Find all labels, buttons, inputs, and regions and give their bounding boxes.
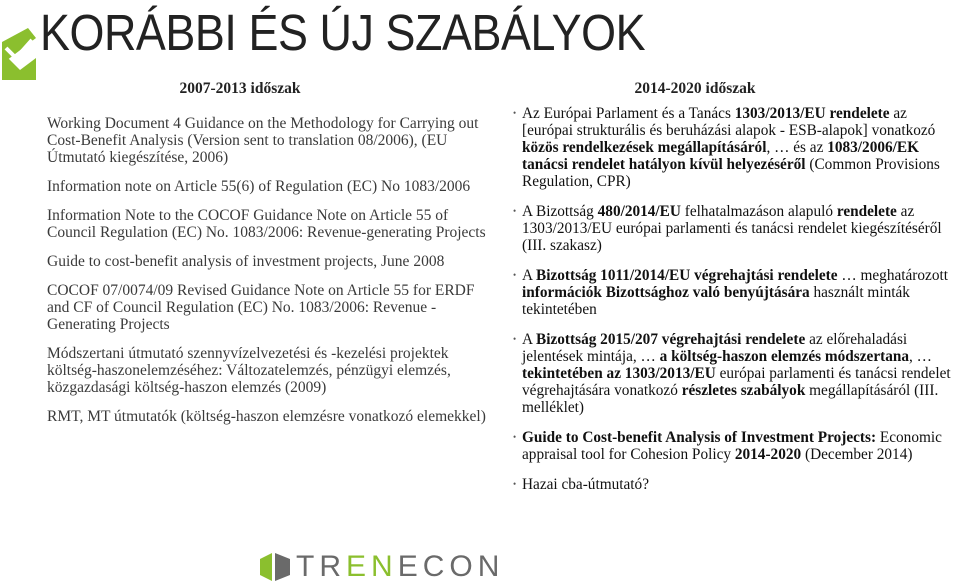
emphasized-text: 480/2014/EU (597, 203, 681, 220)
list-item: Information Note to the COCOF Guidance Note on Article 55 of Council Regulation (EC) No. 1083/2006: Revenue-generating Projects (47, 207, 486, 241)
emphasized-text: 1083/2006/EK tanácsi rendelet hatályon kívül helyezéséről (522, 139, 919, 173)
item-text: megállapításáról (III. melléklet) (522, 382, 939, 416)
item-text: az előrehaladási jelentések mintája, … (522, 331, 908, 365)
right-column-header: 2014-2020 időszak (634, 80, 756, 97)
brand-wordmark (296, 552, 504, 582)
bullet-icon: • (513, 206, 517, 216)
emphasized-text: részletes szabályok (681, 382, 806, 399)
item-text: felhatalmazáson alapuló (680, 203, 837, 220)
bullet-icon: • (513, 432, 517, 442)
list-item: RMT, MT útmutatók (költség-haszon elemzésre vonatkozó elemekkel) (47, 408, 486, 425)
regulation-item (512, 203, 958, 254)
bullet-icon: • (513, 334, 517, 344)
item-text: (December 2014) (801, 446, 913, 463)
item-text: … meghatározott (837, 267, 948, 284)
item-text: az [európai strukturális és beruházási alapok - ESB-alapok] vonatkozó (522, 105, 936, 139)
item-text: Hazai cba-útmutató? (522, 476, 649, 493)
regulation-item (512, 476, 958, 493)
left-column-header: 2007-2013 időszak (179, 80, 301, 97)
page-title: KORÁBBI ÉS ÚJ SZABÁLYOK (40, 4, 646, 61)
regulation-item (512, 267, 958, 318)
item-text: Economic appraisal tool for Cohesion Policy (522, 429, 942, 463)
item-text: , … (909, 348, 932, 365)
item-text: az 1303/2013/EU európai parlamenti és tanácsi rendelet kiegészítéséről (III. szakasz) (522, 203, 942, 254)
trenecon-logo (260, 552, 504, 582)
list-item: Working Document 4 Guidance on the Methodology for Carrying out Cost-Benefit Analysis (Version sent to translation 08/2006), (EU Útmutató kiegészítése, 2006) (47, 115, 479, 166)
emphasized-text: közös rendelkezések megállapításáról (522, 139, 767, 156)
emphasized-text: Bizottság 2015/207 végrehajtási rendelete (536, 331, 806, 348)
emphasized-text: Bizottság 1011/2014/EU végrehajtási rendelete (536, 267, 838, 284)
left-document-list (47, 115, 487, 437)
brand-text-accent: EN (346, 550, 398, 583)
emphasized-text: információk Bizottsághoz való benyújtására (522, 284, 810, 301)
emphasized-text: 1303/2013/EU rendelete (734, 105, 890, 122)
bullet-icon: • (513, 108, 517, 118)
emphasized-text: a költség-haszon elemzés módszertana (659, 348, 910, 365)
regulation-item (512, 331, 958, 416)
brand-text-part: ECON (397, 550, 505, 583)
emphasized-text: 2014-2020 (734, 446, 802, 463)
list-item: Information note on Article 55(6) of Regulation (EC) No 1083/2006 (47, 178, 471, 195)
regulation-item (512, 429, 958, 463)
bullet-icon: • (513, 479, 517, 489)
list-item: COCOF 07/0074/09 Revised Guidance Note on Article 55 for ERDF and CF of Council Regulation (EC) No. 1083/2006: Revenue -Generating Projects (47, 282, 475, 333)
brand-text-part: TR (296, 550, 346, 583)
emphasized-text: Guide to Cost-benefit Analysis of Investment Projects: (522, 429, 877, 446)
item-text: A (522, 331, 537, 348)
trenecon-logo-icon (260, 553, 290, 581)
item-text: A Bizottság (522, 203, 598, 220)
item-text: használt minták tekintetében (522, 284, 910, 318)
list-item: Guide to cost-benefit analysis of investment projects, June 2008 (47, 253, 445, 270)
emphasized-text: tekintetében az 1303/2013/EU (522, 365, 716, 382)
right-regulation-list (512, 105, 958, 506)
item-text: A (522, 267, 537, 284)
item-text: Az Európai Parlament és a Tanács (522, 105, 735, 122)
list-item: Módszertani útmutató szennyvízelvezetési és -kezelési projektek költség-haszonelemzéséhez: Változatelemzés, pénzügyi elemzés, közgazdasági költség-haszon elemzés (2009) (47, 345, 451, 396)
bullet-icon: • (513, 270, 517, 280)
item-text: (Common Provisions Regulation, CPR) (522, 156, 940, 190)
item-text: , … és az (766, 139, 828, 156)
corner-logo-icon (2, 28, 36, 80)
emphasized-text: rendelete (836, 203, 897, 220)
item-text: európai parlamenti és tanácsi rendelet végrehajtására vonatkozó (522, 365, 951, 399)
regulation-item (512, 105, 958, 190)
